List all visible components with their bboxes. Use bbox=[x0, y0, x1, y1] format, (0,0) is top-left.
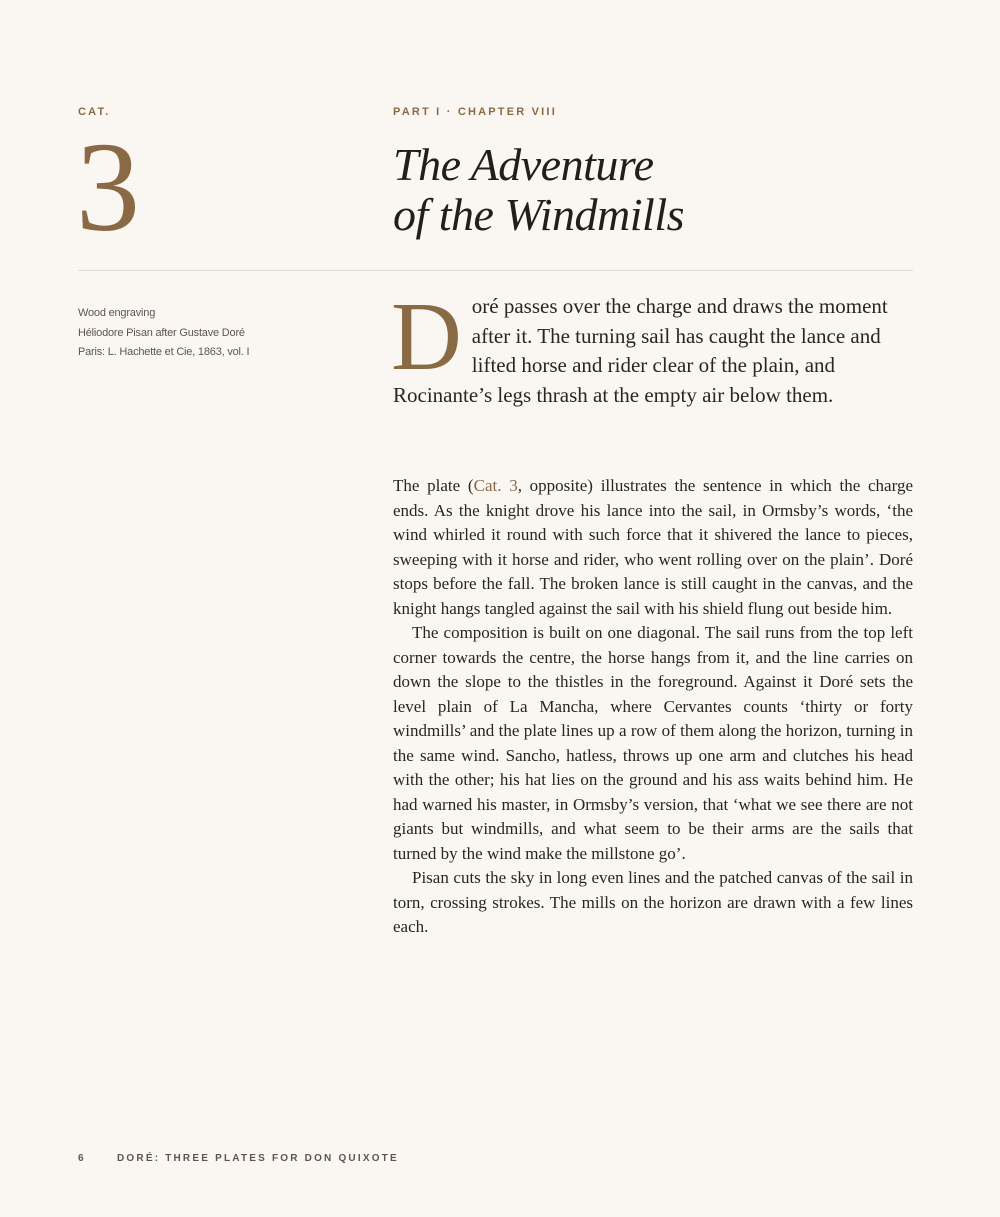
running-title: DORÉ: THREE PLATES FOR DON QUIXOTE bbox=[117, 1153, 399, 1164]
plate-caption bbox=[78, 304, 358, 363]
body-text bbox=[393, 474, 913, 940]
caption-artists: Héliodore Pisan after Gustave Doré bbox=[78, 326, 245, 339]
header-divider bbox=[78, 270, 913, 271]
catalogue-reference-link[interactable]: Cat. 3 bbox=[473, 476, 518, 495]
body-paragraph-1-start: The plate ( bbox=[393, 476, 474, 495]
chapter-label: PART I · CHAPTER VIII bbox=[393, 106, 557, 118]
title-line-2: of the Windmills bbox=[393, 189, 684, 240]
lede-text: oré passes over the charge and draws the moment after it. The turning sail has caught the lance and lifted horse and rider clear of the plain, and Rocinante’s legs thrash at the empty air below them. bbox=[393, 294, 888, 407]
lede-paragraph bbox=[391, 283, 913, 410]
catalogue-label: CAT. bbox=[78, 106, 111, 118]
page-number: 6 bbox=[78, 1153, 84, 1164]
body-paragraph-2: The composition is built on one diagonal. The sail runs from the top left corner towards the centre, the horse hangs from it, and the line carries on down the slope to the thistles in the foreground. Against it Doré sets the level plain of La Mancha, where Cervantes counts ‘thirty or forty windmills’ and the plate lines up a row of them along the horizon, turning in the same wind. Sancho, hatless, throws up one arm and clutches his head with the other; his hat lies on the ground and his ass waits behind him. He had warned his master, in Ormsby’s version, that ‘what we see there are not giants but windmills, and what seem to be their arms are the sails that turned by the wind make the millstone go’. bbox=[393, 623, 913, 863]
page-footer bbox=[78, 1153, 399, 1164]
page-title bbox=[393, 140, 684, 240]
caption-medium: Wood engraving bbox=[78, 307, 156, 319]
catalogue-number: 3 bbox=[76, 116, 140, 258]
body-paragraph-1 bbox=[393, 474, 913, 621]
body-paragraph-1-rest: , opposite) illustrates the sentence in which the charge ends. As the knight drove his lance into the sail, in Ormsby’s words, ‘the wind whirled it round with such force that it shivered the lance to pieces, sweeping with it horse and rider, who went rolling over on the plain’. Doré stops before the fall. The broken lance is still caught in the canvas, and the knight hangs tangled against the sail with his shield flung out beside him. bbox=[393, 476, 914, 618]
drop-cap: D bbox=[391, 283, 462, 391]
caption-publication: Paris: L. Hachette et Cie, 1863, vol. I bbox=[78, 346, 250, 358]
title-line-1: The Adventure bbox=[393, 139, 654, 190]
body-paragraph-3: Pisan cuts the sky in long even lines and the patched canvas of the sail in torn, crossing strokes. The mills on the horizon are drawn with a few lines each. bbox=[393, 868, 913, 936]
